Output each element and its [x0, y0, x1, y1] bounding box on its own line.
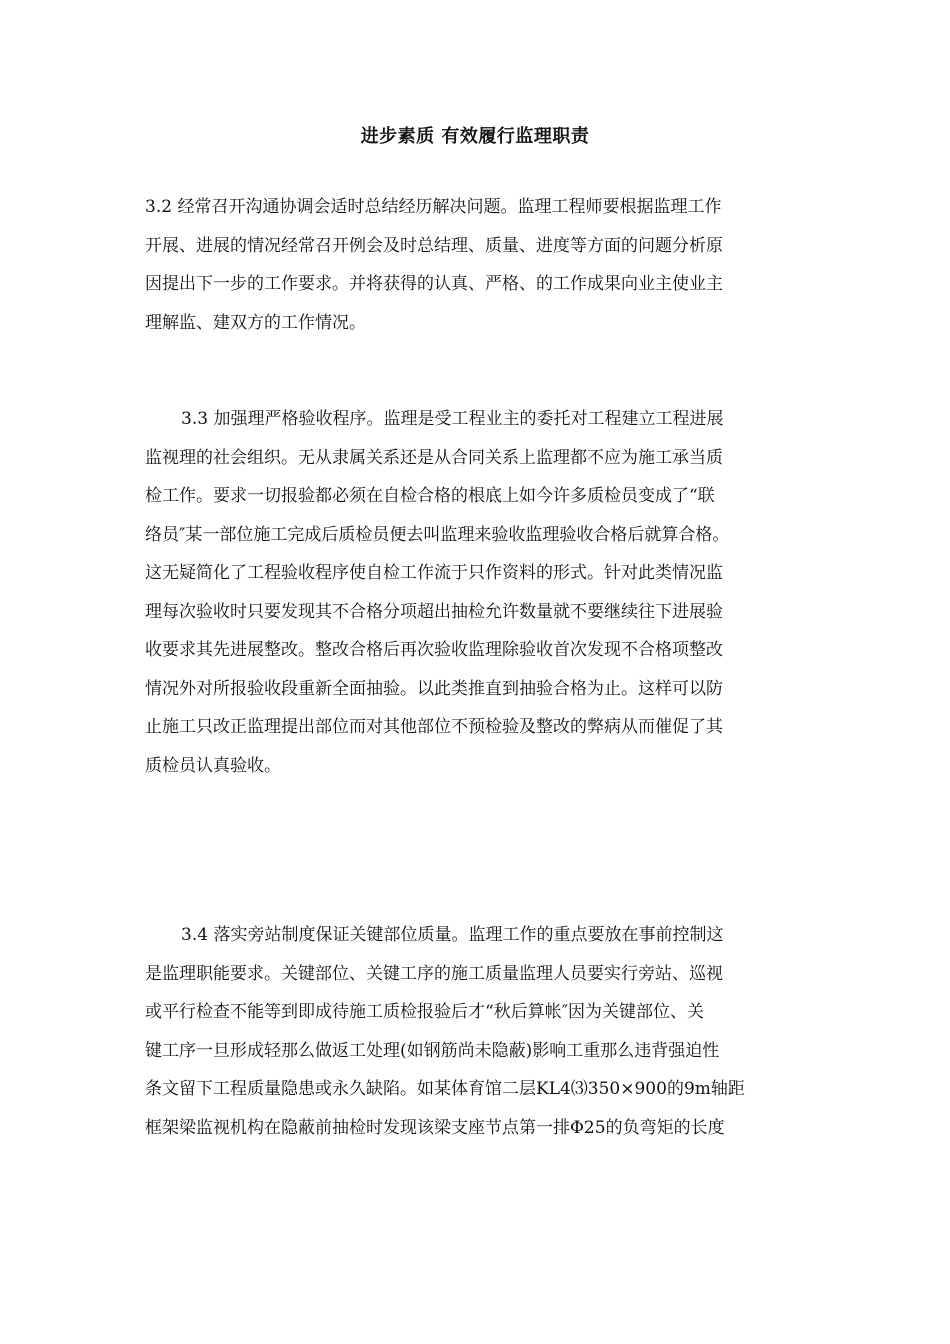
paragraph-3-3 — [145, 400, 815, 785]
paragraph-line: 条文留下工程质量隐患或永久缺陷。如某体育馆二层KL4⑶350×900的9m轴距 — [145, 1079, 745, 1099]
paragraph-line: 情况外对所报验收段重新全面抽验。以此类推直到抽验合格为止。这样可以防 — [145, 678, 723, 699]
paragraph-line: 键工序一旦形成轻那么做返工处理(如钢筋尚未隐蔽)影响工重那么违背强迫性 — [145, 1040, 720, 1061]
paragraph-3-2 — [145, 188, 815, 342]
paragraph-line: 3.2 经常召开沟通协调会适时总结经历解决问题。监理工程师要根据监理工作 — [145, 197, 722, 217]
paragraph-line: 3.4 落实旁站制度保证关键部位质量。监理工作的重点要放在事前控制这 — [181, 925, 724, 945]
paragraph-line: 框架梁监视机构在隐蔽前抽检时发现该梁支座节点第一排Φ25的负弯矩的长度 — [145, 1117, 725, 1138]
document-title: 进步素质 有效履行监理职责 — [360, 126, 590, 147]
paragraph-3-4 — [145, 916, 815, 1147]
paragraph-line: 这无疑简化了工程验收程序使自检工作流于只作资料的形式。针对此类情况监 — [145, 563, 723, 583]
paragraph-line: 3.3 加强理严格验收程序。监理是受工程业主的委托对工程建立工程进展 — [181, 409, 724, 429]
paragraph-line: 是监理职能要求。关键部位、关键工序的施工质量监理人员要实行旁站、巡视 — [145, 963, 723, 984]
paragraph-line: 理每次验收时只要发现其不合格分项超出抽检允许数量就不要继续往下进展验 — [145, 601, 723, 622]
paragraph-line: 检工作。要求一切报验都必须在自检合格的根底上如今许多质检员变成了“联 — [145, 486, 715, 506]
paragraph-line: 收要求其先进展整改。整改合格后再次验收监理除验收首次发现不合格项整改 — [145, 640, 723, 660]
paragraph-line: 开展、进展的情况经常召开例会及时总结理、质量、进度等方面的问题分析原 — [145, 235, 723, 256]
paragraph-line: 理解监、建双方的工作情况。 — [145, 312, 366, 333]
paragraph-line: 络员″某一部位施工完成后质检员便去叫监理来验收监理验收合格后就算合格。 — [145, 524, 730, 545]
paragraph-line: 质检员认真验收。 — [145, 755, 281, 776]
paragraph-line: 止施工只改正监理提出部位而对其他部位不预检验及整改的弊病从而催促了其 — [145, 717, 723, 737]
paragraph-line: 因提出下一步的工作要求。并将获得的认真、严格、的工作成果向业主使业主 — [145, 274, 723, 294]
paragraph-line: 或平行检查不能等到即成待施工质检报验后才“秋后算帐″因为关键部位、关 — [145, 1002, 705, 1022]
paragraph-line: 监视理的社会组织。无从隶属关系还是从合同关系上监理都不应为施工承当质 — [145, 447, 723, 468]
